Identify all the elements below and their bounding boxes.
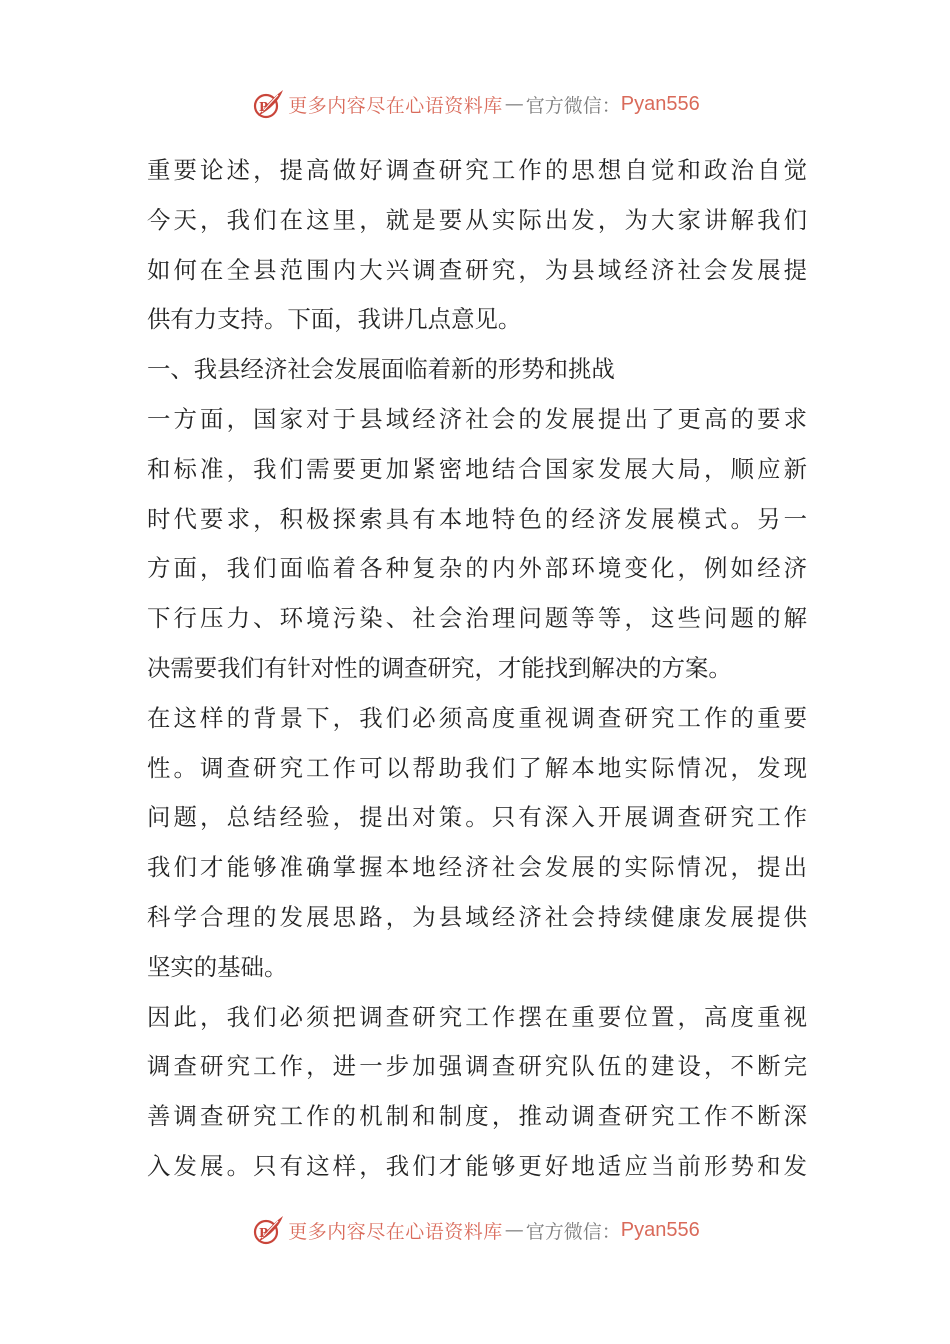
- quill-logo-icon: [250, 86, 286, 122]
- body-text-line: 在这样的背景下，我们必须高度重视调查研究工作的重要: [147, 703, 807, 732]
- body-text-line: 因此，我们必须把调查研究工作摆在重要位置，高度重视: [147, 1002, 807, 1031]
- body-text-line: 入发展。只有这样，我们才能够更好地适应当前形势和发: [147, 1151, 807, 1180]
- watermark-wechat-label: 官方微信：: [525, 1220, 621, 1243]
- watermark-wechat-label: 官方微信：: [525, 94, 621, 117]
- body-text-line: 重要论述，提高做好调查研究工作的思想自觉和政治自觉: [147, 156, 807, 184]
- header-watermark-banner: [0, 82, 950, 126]
- body-text-line: 我们才能够准确掌握本地经济社会发展的实际情况，提出: [147, 853, 807, 882]
- watermark-separator: —: [504, 1219, 524, 1241]
- watermark-wechat-id: Pyan556: [620, 1218, 700, 1241]
- body-text-line: 善调查研究工作的机制和制度，推动调查研究工作不断深: [147, 1102, 807, 1131]
- watermark-wechat-id: Pyan556: [620, 92, 700, 115]
- body-text-line: 坚实的基础。: [147, 952, 288, 981]
- body-text-line: 方面，我们面临着各种复杂的内外部环境变化，例如经济: [147, 554, 807, 583]
- watermark-brand-text: 更多内容尽在心语资料库: [288, 1220, 503, 1243]
- footer-watermark-banner: [0, 1208, 950, 1252]
- body-text-line: 如何在全县范围内大兴调查研究，为县域经济社会发展提: [147, 255, 807, 284]
- body-text-line: 一方面，国家对于县域经济社会的发展提出了更高的要求: [147, 404, 807, 433]
- body-text-line: 性。调查研究工作可以帮助我们了解本地实际情况，发现: [147, 753, 807, 782]
- body-text-line: 科学合理的发展思路，为县域经济社会持续健康发展提供: [147, 902, 807, 931]
- watermark-separator: —: [504, 93, 524, 115]
- body-text-line: 问题，总结经验，提出对策。只有深入开展调查研究工作: [147, 803, 807, 832]
- watermark-brand-text: 更多内容尽在心语资料库: [288, 94, 503, 117]
- svg-text:P: P: [259, 1226, 269, 1240]
- body-text-line: 决需要我们有针对性的调查研究，才能找到解决的方案。: [147, 653, 732, 682]
- body-text-line: 调查研究工作，进一步加强调查研究队伍的建设，不断完: [147, 1052, 807, 1081]
- body-text-line: 和标准，我们需要更加紧密地结合国家发展大局，顺应新: [147, 454, 807, 483]
- body-text-line: 下行压力、环境污染、社会治理问题等等，这些问题的解: [147, 604, 807, 633]
- document-body: [147, 146, 807, 1192]
- body-text-line: 时代要求，积极探索具有本地特色的经济发展模式。另一: [147, 504, 807, 533]
- svg-text:P: P: [259, 100, 269, 114]
- body-text-line: 一、我县经济社会发展面临着新的形势和挑战: [147, 355, 615, 384]
- quill-logo-icon: [250, 1212, 286, 1248]
- body-text-line: 今天，我们在这里，就是要从实际出发，为大家讲解我们: [147, 205, 807, 234]
- body-text-line: 供有力支持。下面，我讲几点意见。: [147, 305, 522, 334]
